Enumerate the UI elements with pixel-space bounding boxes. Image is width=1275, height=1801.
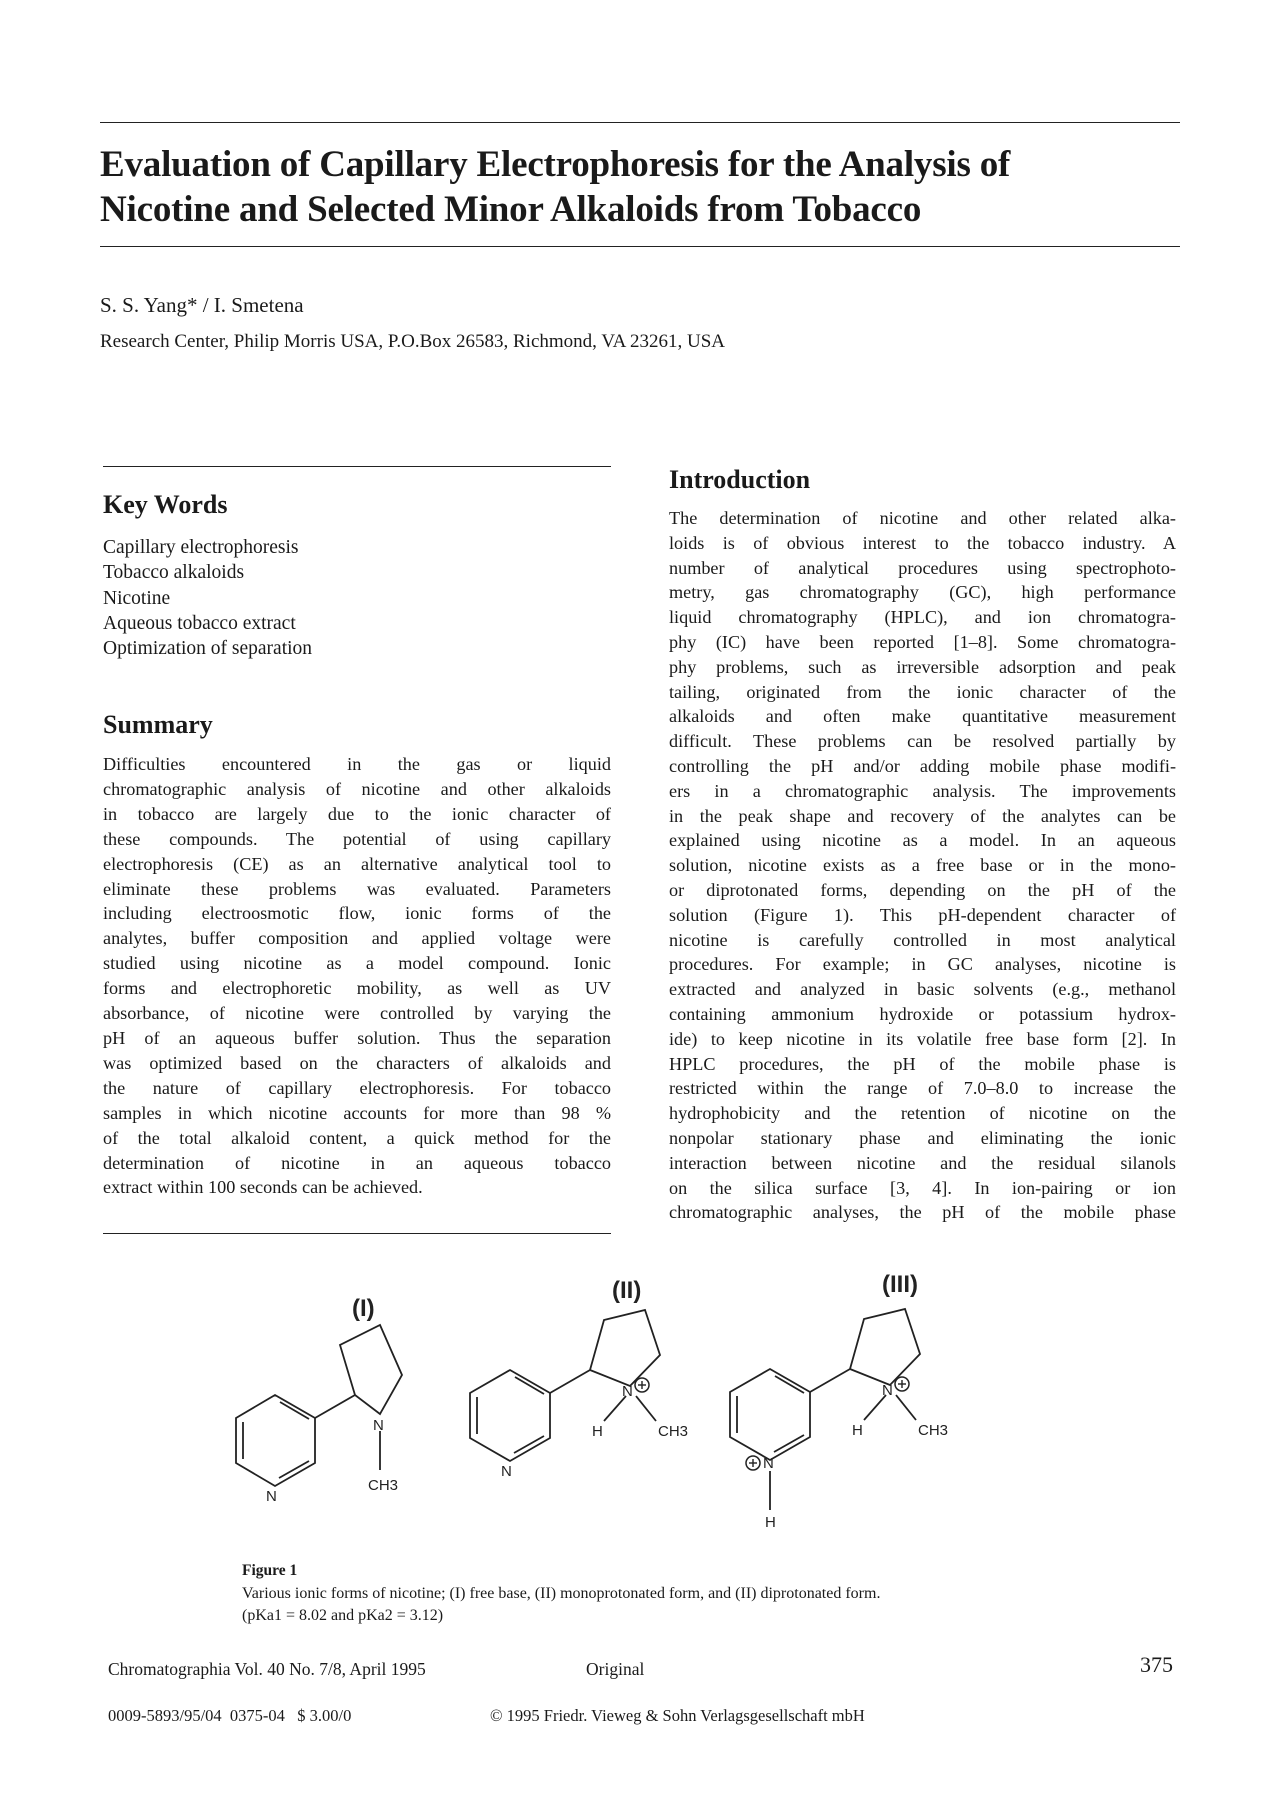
- title-line: Evaluation of Capillary Electrophoresis for the Analysis of: [100, 144, 1011, 185]
- figure-1-structures: [230, 1270, 1110, 1560]
- intro-line: loids is of obvious interest to the tobacco industry. A: [669, 532, 1176, 553]
- intro-line: difficult. These problems can be resolved partially by: [669, 731, 1176, 752]
- atom-n: N: [763, 1455, 774, 1472]
- atom-ch3: CH3: [658, 1423, 689, 1440]
- intro-line: restricted within the range of 7.0–8.0 to increase the: [669, 1078, 1176, 1099]
- intro-line: The determination of nicotine and other related alka-: [669, 508, 1176, 528]
- summary-line: these compounds. The potential of using capillary: [103, 828, 611, 849]
- figure-caption-title: Figure 1: [242, 1562, 298, 1579]
- keyword-item: Nicotine: [103, 587, 171, 609]
- figure-caption: [242, 1583, 880, 1627]
- intro-line: nonpolar stationary phase and eliminating the ionic: [669, 1127, 1176, 1148]
- authors: S. S. Yang* / I. Smetena: [100, 293, 304, 317]
- atom-n: N: [373, 1417, 384, 1434]
- summary-text: [103, 752, 611, 1200]
- summary-line: eliminate these problems was evaluated. Parameters: [103, 878, 611, 899]
- intro-line: liquid chromatography (HPLC), and ion chromatogra-: [669, 607, 1176, 628]
- intro-line: containing ammonium hydroxide or potassium hydrox-: [669, 1003, 1176, 1024]
- figure-caption-line: (pKa1 = 8.02 and pKa2 = 3.12): [242, 1607, 444, 1624]
- intro-line: interaction between nicotine and the residual silanols: [669, 1152, 1176, 1173]
- structure-diprotonated: [730, 1309, 948, 1531]
- keyword-item: Capillary electrophoresis: [103, 537, 299, 558]
- intro-line: ide) to keep nicotine in its volatile free base form [2]. In: [669, 1028, 1176, 1049]
- intro-line: explained using nicotine as a model. In an aqueous: [669, 830, 1176, 851]
- summary-line: extract within 100 seconds can be achieved.: [103, 1177, 423, 1198]
- intro-line: phy (IC) have been reported [1–8]. Some chromatogra-: [669, 631, 1176, 652]
- summary-line: of the total alkaloid content, a quick method for the: [103, 1127, 611, 1148]
- journal-citation: Chromatographia Vol. 40 No. 7/8, April 1995: [108, 1659, 426, 1679]
- figure-caption-line: Various ionic forms of nicotine; (I) free base, (II) monoprotonated form, and (II) diprotonated form.: [242, 1585, 881, 1602]
- summary-line: determination of nicotine in an aqueous tobacco: [103, 1152, 611, 1173]
- summary-bottom-rule: [103, 1233, 611, 1234]
- intro-line: phy problems, such as irreversible adsorption and peak: [669, 656, 1176, 677]
- summary-line: in tobacco are largely due to the ionic character of: [103, 803, 611, 824]
- intro-line: number of analytical procedures using spectrophoto-: [669, 557, 1176, 578]
- atom-n: N: [266, 1488, 277, 1505]
- introduction-text: [669, 506, 1176, 1225]
- summary-line: studied using nicotine as a model compound. Ionic: [103, 953, 611, 974]
- figure-label-1: (I): [352, 1295, 375, 1322]
- figure-label-2: (II): [612, 1277, 642, 1304]
- intro-line: metry, gas chromatography (GC), high performance: [669, 582, 1176, 603]
- page-number: 375: [1140, 1652, 1173, 1677]
- keyword-item: Optimization of separation: [103, 638, 313, 660]
- keywords-heading: Key Words: [103, 490, 228, 519]
- atom-ch3: CH3: [368, 1477, 399, 1494]
- intro-line: nicotine is carefully controlled in most analytical: [669, 929, 1176, 950]
- intro-line: or diprotonated forms, depending on the pH of the: [669, 879, 1176, 900]
- issn-price: 0009-5893/95/04 0375-04 $ 3.00/0: [108, 1706, 352, 1725]
- summary-line: analytes, buffer composition and applied voltage were: [103, 928, 611, 949]
- intro-line: solution, nicotine exists as a free base or in the mono-: [669, 855, 1176, 876]
- summary-line: forms and electrophoretic mobility, as well as UV: [103, 978, 611, 999]
- intro-line: on the silica surface [3, 4]. In ion-pairing or ion: [669, 1177, 1176, 1198]
- atom-n: N: [501, 1463, 512, 1480]
- figure-label-3: (III): [882, 1271, 918, 1298]
- intro-line: solution (Figure 1). This pH-dependent character of: [669, 904, 1176, 925]
- intro-line: tailing, originated from the ionic character of the: [669, 681, 1176, 702]
- summary-line: absorbance, of nicotine were controlled by varying the: [103, 1003, 611, 1024]
- intro-line: controlling the pH and/or adding mobile phase modifi-: [669, 755, 1176, 776]
- atom-n: N: [622, 1383, 633, 1400]
- intro-line: in the peak shape and recovery of the analytes can be: [669, 805, 1176, 826]
- title-top-rule: [100, 122, 1180, 123]
- article-title: [100, 142, 1140, 232]
- atom-n: N: [882, 1382, 893, 1399]
- copyright: © 1995 Friedr. Vieweg & Sohn Verlagsgesellschaft mbH: [490, 1706, 865, 1725]
- keyword-item: Tobacco alkaloids: [103, 562, 245, 584]
- summary-line: including electroosmotic flow, ionic forms of the: [103, 903, 611, 924]
- summary-line: Difficulties encountered in the gas or liquid: [103, 754, 611, 774]
- article-type: Original: [586, 1659, 645, 1679]
- title-bottom-rule: [100, 246, 1180, 247]
- atom-h: H: [765, 1514, 776, 1531]
- title-line: Nicotine and Selected Minor Alkaloids from Tobacco: [100, 189, 922, 230]
- summary-line: was optimized based on the characters of alkaloids and: [103, 1052, 611, 1073]
- intro-line: HPLC procedures, the pH of the mobile phase is: [669, 1053, 1176, 1074]
- summary-line: chromatographic analysis of nicotine and other alkaloids: [103, 778, 611, 799]
- intro-line: chromatographic analyses, the pH of the mobile phase: [669, 1202, 1176, 1223]
- summary-line: the nature of capillary electrophoresis. For tobacco: [103, 1077, 611, 1098]
- summary-line: pH of an aqueous buffer solution. Thus the separation: [103, 1027, 611, 1048]
- affiliation: Research Center, Philip Morris USA, P.O.Box 26583, Richmond, VA 23261, USA: [100, 331, 726, 352]
- intro-line: extracted and analyzed in basic solvents (e.g., methanol: [669, 979, 1176, 1000]
- intro-line: procedures. For example; in GC analyses, nicotine is: [669, 954, 1176, 975]
- intro-line: hydrophobicity and the retention of nicotine on the: [669, 1103, 1176, 1124]
- keywords-list: [103, 535, 312, 661]
- atom-h: H: [592, 1423, 603, 1440]
- atom-ch3: CH3: [918, 1422, 949, 1439]
- keywords-top-rule: [103, 466, 611, 467]
- structure-monoprotonated: [470, 1310, 688, 1480]
- summary-line: electrophoresis (CE) as an alternative analytical tool to: [103, 853, 611, 874]
- summary-heading: Summary: [103, 710, 213, 739]
- structure-free-base: [236, 1325, 402, 1505]
- keyword-item: Aqueous tobacco extract: [103, 612, 296, 634]
- summary-line: samples in which nicotine accounts for more than 98 %: [103, 1102, 611, 1123]
- intro-line: alkaloids and often make quantitative measurement: [669, 706, 1176, 727]
- introduction-heading: Introduction: [669, 465, 811, 494]
- atom-h: H: [852, 1422, 863, 1439]
- intro-line: ers in a chromatographic analysis. The improvements: [669, 780, 1176, 801]
